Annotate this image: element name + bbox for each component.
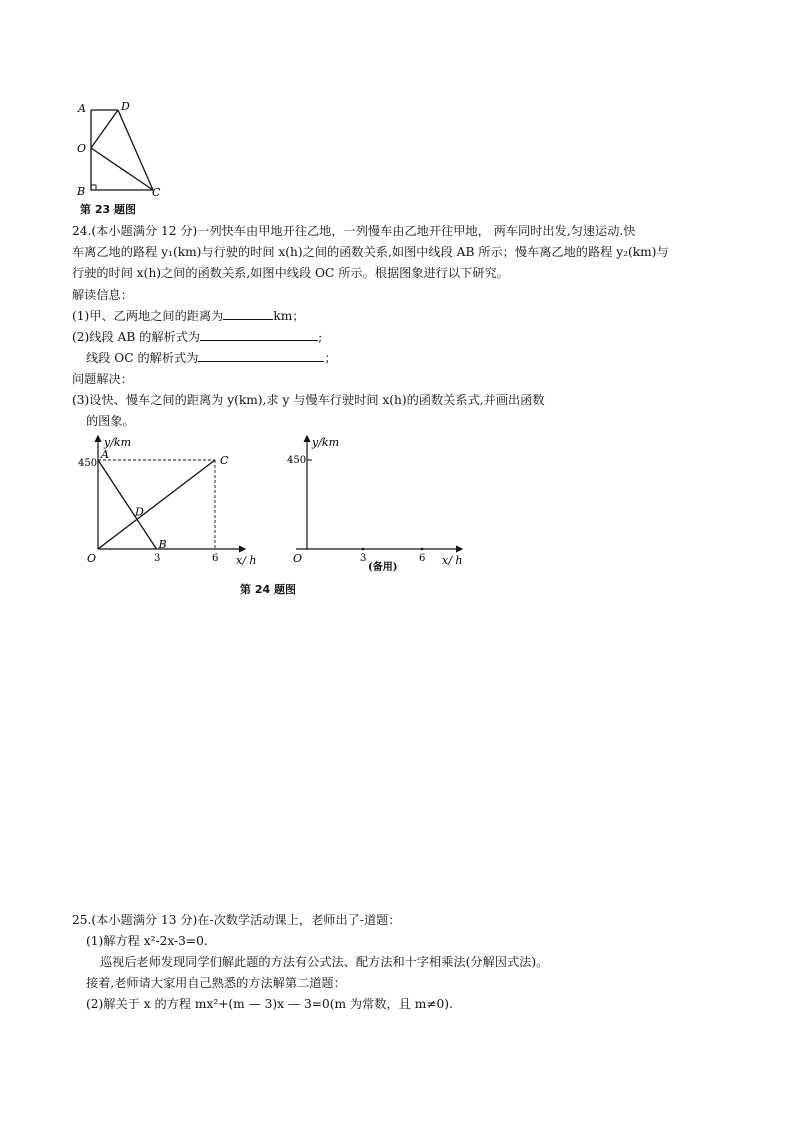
spare-y-tick-450: 450: [287, 455, 307, 466]
q24-header-line2: 车离乙地的路程 y₁(km)与行驶的时间 x(h)之间的函数关系,如图中线段 AB 所示；慢车离乙地的路程 y₂(km)与: [72, 245, 669, 259]
q24-item2-prefix: (2)线段 AB 的解析式为: [72, 330, 201, 344]
main-y-label: y/km: [104, 436, 132, 449]
point-label-A: A: [78, 102, 86, 115]
point-label-C: C: [152, 186, 161, 199]
point-label-D: D: [121, 100, 130, 113]
q24-item3-line2: 的图象。: [86, 414, 135, 428]
q25-line4: 接着,老师请大家用自己熟悉的方法解第二道题：: [86, 976, 346, 990]
q24-item1-suffix: km；: [273, 309, 305, 323]
spare-x-tick-3-mark: [362, 548, 365, 551]
q24-item3-line1: (3)设快、慢车之间的距离为 y(km),求 y 与慢车行驶时间 x(h)的函数关系式,并画出函数: [72, 393, 545, 407]
figure-23: [72, 98, 172, 198]
q24-item2: [72, 328, 322, 346]
figure-23-caption: 第 23 题图: [80, 203, 136, 216]
q24-section-interpret: 解读信息：: [72, 288, 133, 302]
spare-x-label: x/ h: [442, 554, 463, 567]
point-label-C: C: [220, 454, 229, 467]
main-x-label: x/ h: [236, 554, 257, 567]
main-y-tick-450: 450: [78, 458, 98, 469]
segment-AB-line: [98, 460, 157, 549]
segment-OC-line: [98, 460, 215, 549]
q24-item2b: [86, 349, 337, 367]
q25-line5: (2)解关于 x 的方程 mx²+(m — 3)x — 3=0(m 为常数，且 m≠0).: [86, 997, 453, 1011]
right-angle-mark: [91, 185, 96, 190]
point-label-D: D: [135, 505, 144, 519]
main-x-tick-6: 6: [212, 553, 219, 564]
main-x-tick-3: 3: [154, 553, 161, 564]
q24-section-solve: 问题解决：: [72, 372, 133, 386]
spare-caption: (备用): [368, 562, 398, 573]
point-label-B: B: [77, 185, 86, 198]
main-origin-label: O: [87, 552, 97, 565]
point-label-A: A: [101, 448, 109, 461]
q24-header-line3: 行驶的时间 x(h)之间的函数关系,如图中线段 OC 所示。根据图象进行以下研究。: [72, 266, 509, 280]
q25-line2: (1)解方程 x²-2x-3=0.: [86, 934, 208, 948]
spare-x-tick-6-mark: [421, 548, 424, 551]
spare-x-tick-3: 3: [360, 553, 367, 564]
point-label-O: O: [77, 142, 87, 155]
spare-origin-label: O: [293, 552, 303, 565]
answer-blank-oc-expression[interactable]: [198, 349, 324, 362]
q25-line3: 巡视后老师发现同学们解此题的方法有公式法、配方法和十字相乘法(分解因式法)。: [100, 955, 549, 969]
answer-blank-distance[interactable]: [223, 307, 273, 320]
spare-x-tick-6: 6: [419, 553, 426, 564]
answer-blank-ab-expression[interactable]: [200, 328, 318, 341]
q24-item1-prefix: (1)甲、乙两地之间的距离为: [72, 309, 224, 323]
segment-OD: [91, 110, 118, 148]
q24-item2b-suffix: ；: [324, 351, 337, 365]
q24-item2-suffix: ;: [318, 330, 323, 344]
q24-header-line1: 24.(本小题满分 12 分)一列快车由甲地开往乙地，一列慢车由乙地开往甲地， 两车同时出发,匀速运动.快: [72, 224, 636, 238]
q24-item1: [72, 307, 304, 325]
q24-item2b-prefix: 线段 OC 的解析式为: [86, 351, 199, 365]
point-label-B: B: [158, 538, 167, 551]
figure-24-caption: 第 24 题图: [240, 583, 296, 596]
spare-y-label: y/km: [312, 436, 340, 449]
q25-line1: 25.(本小题满分 13 分)在-次数学活动课上，老师出了-道题：: [72, 913, 401, 927]
figure-24: [80, 432, 480, 597]
